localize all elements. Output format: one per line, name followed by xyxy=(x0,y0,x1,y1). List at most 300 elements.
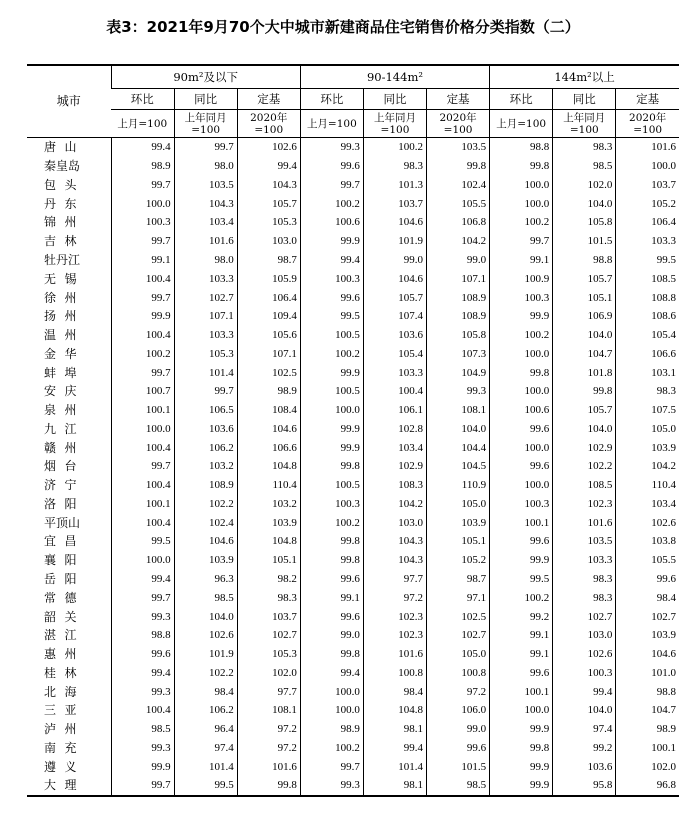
table-row xyxy=(27,720,679,739)
subheader-fixed-base: 定基 xyxy=(616,89,679,110)
index-value: 104.2 xyxy=(616,457,679,476)
index-value: 102.7 xyxy=(237,626,300,645)
city-name: 湛江 xyxy=(44,628,77,643)
index-value: 105.8 xyxy=(427,326,490,345)
base-label-mom: 上月=100 xyxy=(300,110,363,138)
subheader-fixed-base: 定基 xyxy=(237,89,300,110)
index-value: 99.3 xyxy=(427,382,490,401)
index-value: 103.9 xyxy=(616,438,679,457)
index-value: 100.4 xyxy=(111,438,174,457)
index-value: 105.3 xyxy=(174,344,237,363)
index-value: 105.2 xyxy=(427,551,490,570)
index-value: 100.0 xyxy=(490,438,553,457)
index-value: 105.7 xyxy=(237,194,300,213)
index-value: 99.8 xyxy=(300,532,363,551)
index-value: 101.9 xyxy=(363,232,426,251)
index-value: 103.6 xyxy=(363,326,426,345)
index-value: 100.1 xyxy=(490,513,553,532)
index-value: 102.2 xyxy=(553,457,616,476)
index-value: 98.1 xyxy=(363,776,426,796)
table-row xyxy=(27,232,679,251)
index-value: 98.3 xyxy=(553,138,616,157)
index-value: 102.9 xyxy=(553,438,616,457)
city-name: 锦州 xyxy=(44,215,77,230)
index-value: 100.0 xyxy=(300,401,363,420)
city-name: 济宁 xyxy=(44,478,77,493)
table-row xyxy=(27,307,679,326)
table-row xyxy=(27,495,679,514)
city-name: 南充 xyxy=(44,740,77,755)
base-label-yoy: 上年同月 =100 xyxy=(363,110,426,138)
index-value: 101.4 xyxy=(174,757,237,776)
index-value: 105.4 xyxy=(363,344,426,363)
index-value: 97.4 xyxy=(174,739,237,758)
table-row xyxy=(27,645,679,664)
index-value: 98.3 xyxy=(616,382,679,401)
index-value: 104.2 xyxy=(427,232,490,251)
index-value: 99.4 xyxy=(553,682,616,701)
city-name: 无锡 xyxy=(44,271,77,286)
subheader-yoy: 同比 xyxy=(363,89,426,110)
city-name: 蚌埠 xyxy=(44,365,77,380)
index-value: 99.7 xyxy=(174,382,237,401)
table-row xyxy=(27,457,679,476)
index-value: 102.4 xyxy=(427,176,490,195)
city-column-header: 城市 xyxy=(27,65,111,138)
index-value: 101.6 xyxy=(174,232,237,251)
city-name: 丹东 xyxy=(44,196,77,211)
index-value: 101.5 xyxy=(427,757,490,776)
index-value: 105.8 xyxy=(553,213,616,232)
index-value: 101.0 xyxy=(616,663,679,682)
index-value: 102.6 xyxy=(237,138,300,157)
index-value: 99.1 xyxy=(300,588,363,607)
index-value: 99.4 xyxy=(111,663,174,682)
city-name: 赣州 xyxy=(44,440,77,455)
city-name: 平顶山 xyxy=(44,515,81,530)
index-value: 110.4 xyxy=(616,476,679,495)
index-value: 103.3 xyxy=(616,232,679,251)
index-value: 104.3 xyxy=(363,551,426,570)
index-value: 100.0 xyxy=(300,701,363,720)
table-row xyxy=(27,570,679,589)
index-value: 102.3 xyxy=(363,626,426,645)
index-value: 104.3 xyxy=(237,176,300,195)
index-value: 102.5 xyxy=(237,363,300,382)
index-value: 101.3 xyxy=(363,176,426,195)
index-value: 98.0 xyxy=(174,251,237,270)
index-value: 99.8 xyxy=(490,739,553,758)
index-value: 99.4 xyxy=(363,739,426,758)
index-value: 102.7 xyxy=(427,626,490,645)
index-value: 100.0 xyxy=(490,382,553,401)
index-value: 100.1 xyxy=(111,401,174,420)
index-value: 100.4 xyxy=(363,382,426,401)
index-value: 98.7 xyxy=(237,251,300,270)
index-value: 107.1 xyxy=(427,269,490,288)
index-value: 103.4 xyxy=(616,495,679,514)
index-value: 103.1 xyxy=(616,363,679,382)
index-value: 98.3 xyxy=(237,588,300,607)
index-value: 103.9 xyxy=(616,626,679,645)
index-value: 99.5 xyxy=(174,776,237,796)
index-value: 106.4 xyxy=(237,288,300,307)
index-value: 99.3 xyxy=(300,138,363,157)
table-row xyxy=(27,213,679,232)
index-value: 99.7 xyxy=(111,588,174,607)
index-value: 107.1 xyxy=(174,307,237,326)
index-value: 103.4 xyxy=(174,213,237,232)
index-value: 103.7 xyxy=(237,607,300,626)
index-value: 103.7 xyxy=(616,176,679,195)
index-value: 103.5 xyxy=(553,532,616,551)
index-value: 108.6 xyxy=(616,307,679,326)
index-value: 98.9 xyxy=(616,720,679,739)
index-value: 100.3 xyxy=(300,495,363,514)
index-value: 106.9 xyxy=(553,307,616,326)
index-value: 98.5 xyxy=(427,776,490,796)
index-value: 104.0 xyxy=(553,194,616,213)
index-value: 102.4 xyxy=(174,513,237,532)
index-value: 104.6 xyxy=(174,532,237,551)
index-value: 104.6 xyxy=(363,269,426,288)
table-row xyxy=(27,476,679,495)
index-value: 106.5 xyxy=(174,401,237,420)
base-label-fixed-base: 2020年 =100 xyxy=(616,110,679,138)
index-value: 99.4 xyxy=(111,570,174,589)
group-header-large: 144m²以上 xyxy=(490,65,679,89)
city-name: 唐山 xyxy=(44,140,77,155)
table-row xyxy=(27,438,679,457)
index-value: 99.0 xyxy=(363,251,426,270)
subheader-mom: 环比 xyxy=(490,89,553,110)
index-value: 105.6 xyxy=(237,326,300,345)
index-value: 106.2 xyxy=(174,701,237,720)
index-value: 99.7 xyxy=(111,288,174,307)
index-value: 98.8 xyxy=(490,138,553,157)
index-value: 102.0 xyxy=(553,176,616,195)
index-value: 105.7 xyxy=(553,401,616,420)
city-name: 三亚 xyxy=(44,703,77,718)
index-value: 99.7 xyxy=(300,757,363,776)
index-value: 101.5 xyxy=(553,232,616,251)
base-label-fixed-base: 2020年 =100 xyxy=(427,110,490,138)
table-row xyxy=(27,776,679,796)
subheader-yoy: 同比 xyxy=(174,89,237,110)
index-value: 108.8 xyxy=(616,288,679,307)
base-label-yoy: 上年同月 =100 xyxy=(553,110,616,138)
index-value: 108.9 xyxy=(427,288,490,307)
index-value: 105.7 xyxy=(553,269,616,288)
index-value: 100.0 xyxy=(490,344,553,363)
index-value: 99.6 xyxy=(616,570,679,589)
table-row xyxy=(27,419,679,438)
index-value: 105.1 xyxy=(427,532,490,551)
index-value: 100.8 xyxy=(427,663,490,682)
index-value: 100.3 xyxy=(111,213,174,232)
index-value: 102.6 xyxy=(174,626,237,645)
index-value: 99.1 xyxy=(490,626,553,645)
index-value: 99.9 xyxy=(490,720,553,739)
index-value: 102.3 xyxy=(553,495,616,514)
city-name: 烟台 xyxy=(44,459,77,474)
index-value: 105.5 xyxy=(616,551,679,570)
index-value: 108.3 xyxy=(363,476,426,495)
index-value: 97.7 xyxy=(363,570,426,589)
index-value: 105.1 xyxy=(237,551,300,570)
index-value: 103.3 xyxy=(174,326,237,345)
index-value: 97.2 xyxy=(237,739,300,758)
index-value: 98.9 xyxy=(237,382,300,401)
index-value: 100.7 xyxy=(111,382,174,401)
index-value: 99.7 xyxy=(300,176,363,195)
index-value: 95.8 xyxy=(553,776,616,796)
index-value: 106.1 xyxy=(363,401,426,420)
index-value: 100.0 xyxy=(490,194,553,213)
index-value: 100.2 xyxy=(490,213,553,232)
index-value: 98.5 xyxy=(111,720,174,739)
index-value: 104.8 xyxy=(237,532,300,551)
page-title: 表3：2021年9月70个大中城市新建商品住宅销售价格分类指数（二） xyxy=(106,18,580,36)
index-value: 98.8 xyxy=(111,626,174,645)
index-value: 100.3 xyxy=(490,495,553,514)
group-header-medium: 90-144m² xyxy=(300,65,489,89)
index-value: 97.7 xyxy=(237,682,300,701)
price-index-table xyxy=(27,64,679,797)
index-value: 99.0 xyxy=(300,626,363,645)
index-value: 99.6 xyxy=(427,739,490,758)
table-row xyxy=(27,194,679,213)
index-value: 100.2 xyxy=(490,326,553,345)
table-row xyxy=(27,701,679,720)
index-value: 105.0 xyxy=(427,645,490,664)
index-value: 102.0 xyxy=(237,663,300,682)
index-value: 99.9 xyxy=(300,232,363,251)
index-value: 100.6 xyxy=(490,401,553,420)
index-value: 99.7 xyxy=(111,776,174,796)
index-value: 99.5 xyxy=(490,570,553,589)
index-value: 99.7 xyxy=(111,363,174,382)
index-value: 102.9 xyxy=(363,457,426,476)
city-name: 韶关 xyxy=(44,609,77,624)
index-value: 100.5 xyxy=(300,476,363,495)
index-value: 103.0 xyxy=(363,513,426,532)
index-value: 99.7 xyxy=(111,457,174,476)
index-value: 99.6 xyxy=(490,457,553,476)
index-value: 105.5 xyxy=(427,194,490,213)
index-value: 101.6 xyxy=(363,645,426,664)
table-row xyxy=(27,532,679,551)
index-value: 102.2 xyxy=(174,495,237,514)
index-value: 100.5 xyxy=(300,326,363,345)
index-value: 100.4 xyxy=(111,269,174,288)
index-value: 103.9 xyxy=(427,513,490,532)
index-value: 103.0 xyxy=(237,232,300,251)
index-value: 99.9 xyxy=(111,757,174,776)
index-value: 100.1 xyxy=(111,495,174,514)
index-value: 102.6 xyxy=(553,645,616,664)
index-value: 100.0 xyxy=(111,194,174,213)
index-value: 98.4 xyxy=(174,682,237,701)
index-value: 102.2 xyxy=(174,663,237,682)
index-value: 100.1 xyxy=(616,739,679,758)
index-value: 103.5 xyxy=(174,176,237,195)
index-value: 101.8 xyxy=(553,363,616,382)
index-value: 99.0 xyxy=(427,720,490,739)
index-value: 100.3 xyxy=(300,269,363,288)
index-value: 102.0 xyxy=(616,757,679,776)
index-value: 99.8 xyxy=(237,776,300,796)
index-value: 99.9 xyxy=(490,551,553,570)
index-value: 98.8 xyxy=(553,251,616,270)
base-label-fixed-base: 2020年 =100 xyxy=(237,110,300,138)
index-value: 98.4 xyxy=(616,588,679,607)
city-name: 九江 xyxy=(44,421,77,436)
city-name: 吉林 xyxy=(44,234,77,249)
table-row xyxy=(27,588,679,607)
index-value: 103.6 xyxy=(174,419,237,438)
base-label-mom: 上月=100 xyxy=(490,110,553,138)
index-value: 100.9 xyxy=(490,269,553,288)
index-value: 105.9 xyxy=(237,269,300,288)
index-value: 108.5 xyxy=(553,476,616,495)
city-name: 泸州 xyxy=(44,722,77,737)
index-value: 98.7 xyxy=(427,570,490,589)
index-value: 104.8 xyxy=(363,701,426,720)
index-value: 101.6 xyxy=(616,138,679,157)
table-row xyxy=(27,269,679,288)
index-value: 99.8 xyxy=(300,645,363,664)
table-row xyxy=(27,663,679,682)
index-value: 106.6 xyxy=(616,344,679,363)
index-value: 100.4 xyxy=(111,513,174,532)
table-row xyxy=(27,607,679,626)
city-name: 扬州 xyxy=(44,309,77,324)
index-value: 102.7 xyxy=(616,607,679,626)
city-name: 北海 xyxy=(44,684,77,699)
index-value: 99.6 xyxy=(300,288,363,307)
table-row xyxy=(27,288,679,307)
index-value: 100.0 xyxy=(490,701,553,720)
table-body xyxy=(27,138,679,796)
index-value: 98.3 xyxy=(553,588,616,607)
index-value: 104.7 xyxy=(616,701,679,720)
index-value: 98.5 xyxy=(174,588,237,607)
index-value: 98.2 xyxy=(237,570,300,589)
index-value: 99.3 xyxy=(111,739,174,758)
index-value: 98.8 xyxy=(616,682,679,701)
index-value: 99.9 xyxy=(490,776,553,796)
index-value: 96.3 xyxy=(174,570,237,589)
index-value: 99.8 xyxy=(300,457,363,476)
index-value: 103.9 xyxy=(237,513,300,532)
index-value: 100.3 xyxy=(553,663,616,682)
base-label-yoy: 上年同月 =100 xyxy=(174,110,237,138)
index-value: 99.3 xyxy=(300,776,363,796)
index-value: 98.1 xyxy=(363,720,426,739)
index-value: 100.2 xyxy=(300,344,363,363)
index-value: 103.2 xyxy=(237,495,300,514)
index-value: 105.3 xyxy=(237,213,300,232)
index-value: 99.7 xyxy=(111,176,174,195)
index-value: 98.9 xyxy=(111,157,174,176)
index-value: 97.2 xyxy=(427,682,490,701)
index-value: 104.7 xyxy=(553,344,616,363)
index-value: 108.1 xyxy=(427,401,490,420)
index-value: 99.6 xyxy=(300,607,363,626)
index-value: 99.6 xyxy=(300,570,363,589)
index-value: 100.2 xyxy=(363,138,426,157)
index-value: 98.0 xyxy=(174,157,237,176)
city-name: 金华 xyxy=(44,346,77,361)
index-value: 106.4 xyxy=(616,213,679,232)
index-value: 100.4 xyxy=(111,701,174,720)
index-value: 101.4 xyxy=(363,757,426,776)
index-value: 103.6 xyxy=(553,757,616,776)
index-value: 99.7 xyxy=(490,232,553,251)
index-value: 100.2 xyxy=(300,739,363,758)
base-label-mom: 上月=100 xyxy=(111,110,174,138)
index-value: 110.4 xyxy=(237,476,300,495)
index-value: 105.1 xyxy=(553,288,616,307)
index-value: 109.4 xyxy=(237,307,300,326)
index-value: 100.2 xyxy=(111,344,174,363)
index-value: 98.9 xyxy=(300,720,363,739)
index-value: 99.6 xyxy=(111,645,174,664)
index-value: 103.3 xyxy=(363,363,426,382)
table-row xyxy=(27,682,679,701)
group-header-small: 90m²及以下 xyxy=(111,65,300,89)
index-value: 103.7 xyxy=(363,194,426,213)
index-value: 104.6 xyxy=(616,645,679,664)
index-value: 99.6 xyxy=(300,157,363,176)
index-value: 102.7 xyxy=(553,607,616,626)
index-value: 106.2 xyxy=(174,438,237,457)
index-value: 110.9 xyxy=(427,476,490,495)
index-value: 104.0 xyxy=(174,607,237,626)
city-name: 襄阳 xyxy=(44,553,77,568)
index-value: 105.7 xyxy=(363,288,426,307)
subheader-mom: 环比 xyxy=(111,89,174,110)
index-value: 100.0 xyxy=(111,551,174,570)
index-value: 101.6 xyxy=(237,757,300,776)
table-row xyxy=(27,757,679,776)
table-row xyxy=(27,401,679,420)
index-value: 106.0 xyxy=(427,701,490,720)
index-value: 104.6 xyxy=(363,213,426,232)
index-value: 104.9 xyxy=(427,363,490,382)
index-value: 101.6 xyxy=(553,513,616,532)
index-value: 108.9 xyxy=(427,307,490,326)
index-value: 99.8 xyxy=(490,363,553,382)
index-value: 107.3 xyxy=(427,344,490,363)
index-value: 98.3 xyxy=(363,157,426,176)
city-name: 大理 xyxy=(27,776,111,796)
index-value: 100.4 xyxy=(111,326,174,345)
index-value: 102.5 xyxy=(427,607,490,626)
index-value: 100.3 xyxy=(490,288,553,307)
subheader-yoy: 同比 xyxy=(553,89,616,110)
index-value: 99.7 xyxy=(111,232,174,251)
index-value: 106.8 xyxy=(427,213,490,232)
index-value: 99.1 xyxy=(490,251,553,270)
index-value: 96.4 xyxy=(174,720,237,739)
index-value: 99.5 xyxy=(300,307,363,326)
index-value: 100.2 xyxy=(300,513,363,532)
index-value: 99.4 xyxy=(300,251,363,270)
table-row xyxy=(27,363,679,382)
index-value: 107.4 xyxy=(363,307,426,326)
